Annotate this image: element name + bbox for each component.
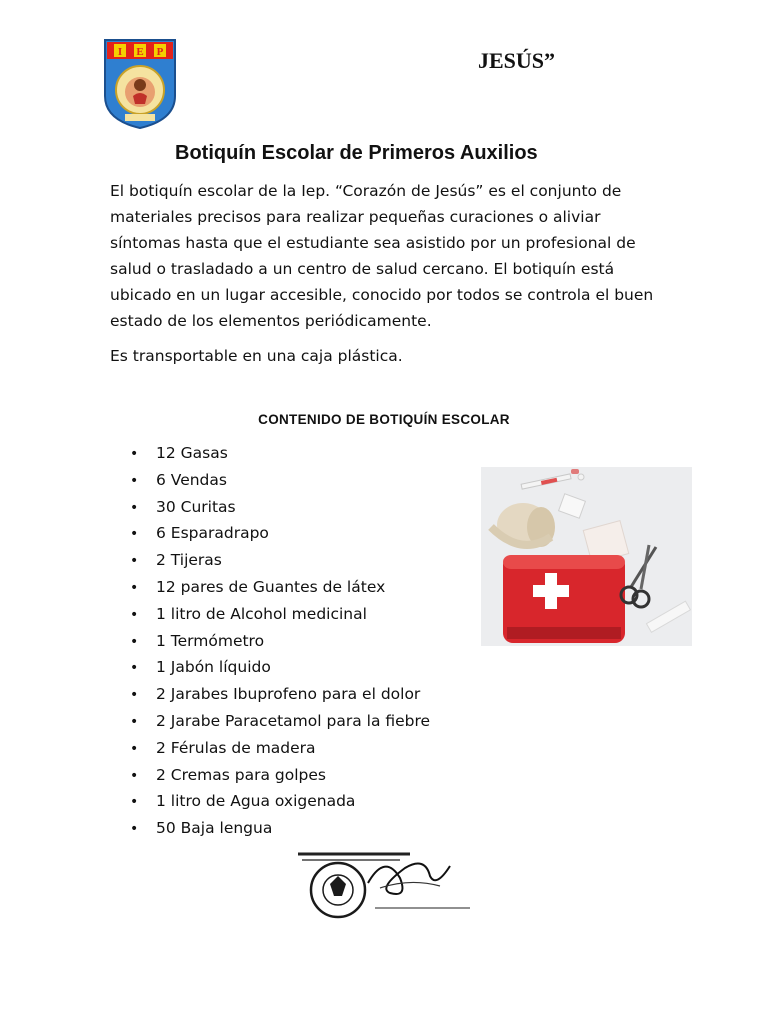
list-item-label: 1 litro de Agua oxigenada	[156, 792, 356, 811]
list-item	[130, 709, 430, 736]
first-aid-kit-photo	[481, 467, 692, 646]
school-logo	[103, 38, 177, 130]
list-item-label: 2 Tijeras	[156, 551, 222, 570]
section-heading: CONTENIDO DE BOTIQUÍN ESCOLAR	[258, 412, 510, 427]
list-item-label: 12 pares de Guantes de látex	[156, 577, 386, 596]
bullet-icon: •	[130, 553, 139, 570]
list-item	[130, 468, 430, 495]
list-item	[130, 441, 430, 468]
list-item	[130, 655, 430, 682]
bullet-icon: •	[130, 687, 139, 704]
bullet-icon: •	[130, 499, 139, 516]
list-item	[130, 682, 430, 709]
list-item-label: 1 litro de Alcohol medicinal	[156, 604, 367, 623]
list-item-label: 2 Cremas para golpes	[156, 765, 326, 784]
bullet-icon: •	[130, 794, 139, 811]
list-item-label: 2 Jarabe Paracetamol para la fiebre	[156, 711, 431, 730]
bullet-icon: •	[130, 713, 139, 730]
list-item-label: 50 Baja lengua	[156, 819, 273, 838]
list-item	[130, 789, 430, 816]
bullet-icon: •	[130, 606, 139, 623]
list-item-label: 30 Curitas	[156, 497, 236, 516]
bullet-icon: •	[130, 767, 139, 784]
list-item	[130, 575, 430, 602]
document-title: Botiquín Escolar de Primeros Auxilios	[175, 142, 538, 164]
list-item-label: 6 Esparadrapo	[156, 524, 269, 543]
bullet-icon: •	[130, 633, 139, 650]
svg-text:P: P	[156, 46, 164, 58]
bullet-icon: •	[130, 579, 139, 596]
list-item	[130, 548, 430, 575]
list-item-label: 1 Termómetro	[156, 631, 265, 650]
list-item-label: 6 Vendas	[156, 470, 227, 489]
list-item	[130, 736, 430, 763]
bullet-icon: •	[130, 821, 139, 838]
list-item-label: 1 Jabón líquido	[156, 658, 271, 677]
svg-text:E: E	[136, 46, 144, 58]
list-item-label: 2 Jarabes Ibuprofeno para el dolor	[156, 685, 421, 704]
list-item	[130, 763, 430, 790]
bullet-icon: •	[130, 446, 139, 462]
list-item	[130, 602, 430, 629]
bullet-icon: •	[130, 526, 139, 543]
contents-list	[130, 441, 430, 843]
list-item	[130, 521, 430, 548]
list-item-label: 12 Gasas	[156, 444, 228, 462]
signature-stamp	[290, 848, 476, 934]
bullet-icon: •	[130, 660, 139, 677]
list-item	[130, 629, 430, 656]
list-item-label: 2 Férulas de madera	[156, 738, 316, 757]
list-item	[130, 495, 430, 522]
intro-paragraph: Es transportable en una caja plástica.	[110, 347, 403, 365]
bullet-icon: •	[130, 740, 139, 757]
header-text: JESÚS”	[478, 48, 556, 73]
intro-paragraph: El botiquín escolar de la Iep. “Corazón de Jesús” es el conjunto de materiales precisos para realizar pequeñas curaciones o aliviar síntomas hasta que el estudiante sea asistido por un profesional de salud o trasladado a un centro de salud cercano. El botiquín está ubicado en un lugar accesible, conocido por todos se controla el buen estado de los elementos periódicamente.	[110, 182, 654, 330]
list-item	[130, 816, 430, 843]
svg-text:I: I	[117, 46, 123, 58]
intro-text	[110, 178, 670, 369]
bullet-icon: •	[130, 472, 139, 489]
